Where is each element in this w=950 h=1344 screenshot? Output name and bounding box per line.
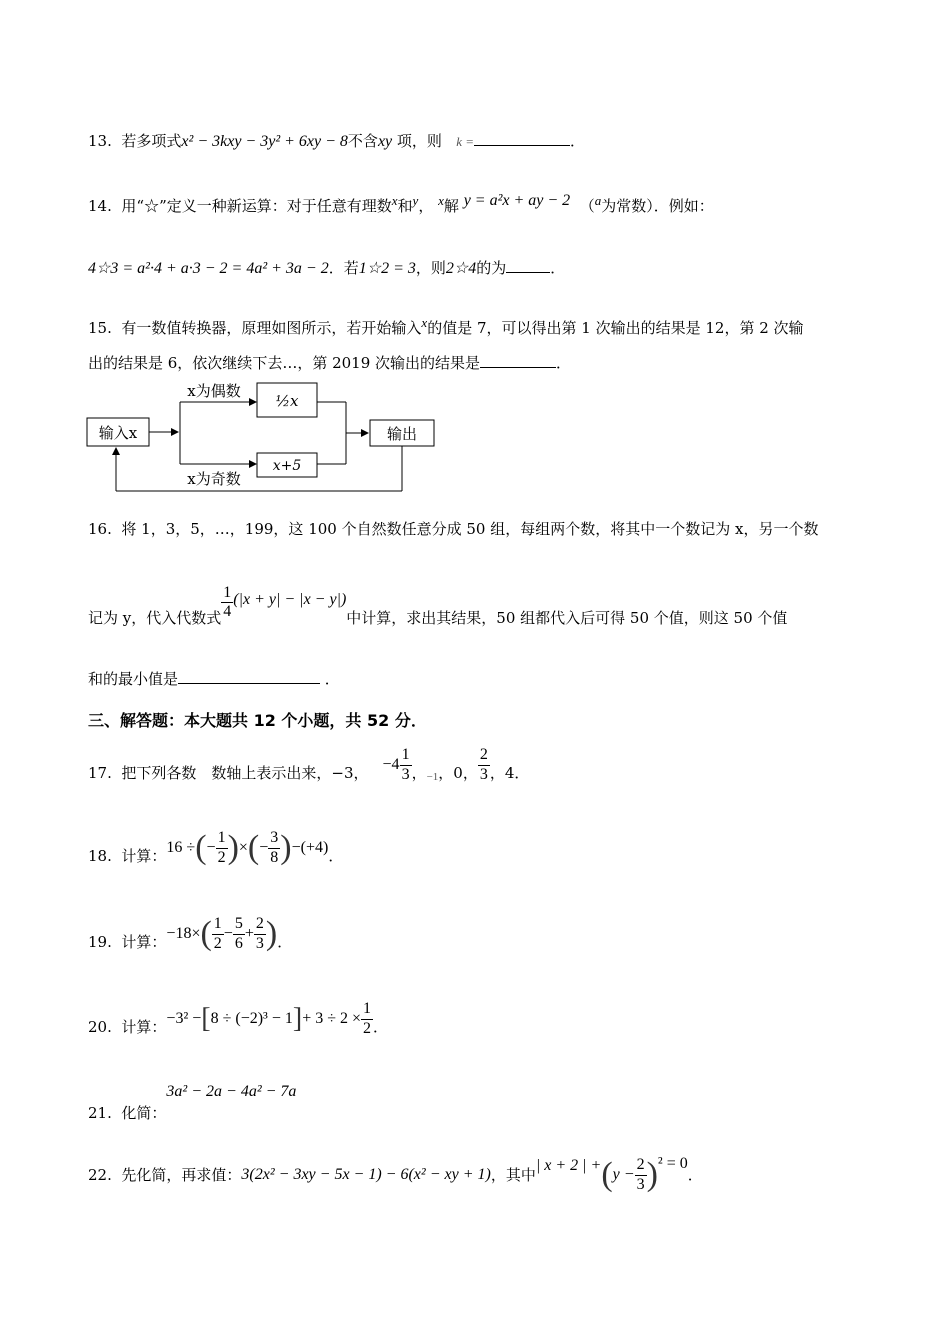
plus-label: x+5: [272, 458, 302, 474]
question-14: 14. 用“☆”定义一种新运算：对于任意有理数$^x$和$^y$， $^x$解 $^{y = a^2x + ay - 2}$ （$^a$为常数）．例如：: [88, 192, 714, 215]
question-15-line1: 15. 有一数值转换器，原理如图所示，若开始输入$^x$的值是 7，可以得出第 1 次输出的结果是 12，第 2 次输: [88, 315, 804, 337]
mixed-fraction: $\frac{1}{3}$: [401, 746, 410, 783]
fraction-two-thirds: $\frac{2}{3}$: [479, 746, 488, 783]
question-14-example: 4☆3 = a²·4 + a·3 − 2 = 4a² + 3a − 2．若1☆2 = 3，则2☆4的为 ．: [88, 259, 566, 277]
even-label: x为偶数: [187, 382, 241, 400]
question-19: 19. 计算： −18× ( $\frac{1}{2}$ − $\frac{5}{6}$ + $\frac{2}{3}$ ) ．: [88, 915, 293, 952]
question-16-line2: 记为 y，代入代数式 $\frac{1}{4}$ (|x + y| − |x − y|) 中计算，求出其结果，50 组都代入后可得 50 个值，则这 50 个值: [88, 584, 788, 627]
question-21: 21. 化简： 3a² − 2a − 4a² − 7a: [88, 1083, 297, 1122]
question-20: 20. 计算： −3² − [ 8 ÷ (−2)³ − 1 ] + 3 ÷ 2 × $\frac{1}{2}$ ．: [88, 1000, 389, 1037]
odd-label: x为奇数: [187, 470, 241, 488]
half-label: ½x: [275, 392, 299, 410]
number-converter-diagram: [84, 380, 444, 498]
answer-blank: [480, 367, 556, 368]
question-22: 22. 先化简，再求值： 3(2x² − 3xy − 5x − 1) − 6(x² − xy + 1) ，其中 | x + 2 | + ( y − $\frac{2}{3}$ ) ² = 0 ．: [88, 1155, 703, 1193]
fraction-quarter: $\frac{1}{4}$: [223, 584, 232, 621]
answer-blank: [506, 272, 550, 273]
output-label: 输出: [386, 425, 418, 443]
question-18: 18. 计算： 16 ÷ ( − $\frac{1}{2}$ ) × ( − $\frac{3}{8}$ ) − (+4) ．: [88, 829, 344, 866]
question-16-line3: 和的最小值是 ．: [88, 670, 340, 688]
question-15-line2: 出的结果是 6，依次继续下去…，第 2019 次输出的结果是 ．: [88, 354, 572, 372]
question-16-line1: 16. 将 1，3，5，…，199，这 100 个自然数任意分成 50 组，每组两个数，将其中一个数记为 x，另一个数: [88, 520, 819, 538]
answer-blank: [474, 145, 570, 146]
question-13: 13. 若多项式x² − 3kxy − 3y² + 6xy − 8不含xy 项，则 k = ．: [88, 132, 586, 150]
section-3-heading: 三、解答题：本大题共 12 个小题，共 52 分．: [88, 711, 427, 730]
input-label: 输入x: [98, 424, 138, 442]
answer-blank: [178, 683, 320, 684]
question-17: 17. 把下列各数 数轴上表示出来，−3， −4 $\frac{1}{3}$ ， −1 ，0， $\frac{2}{3}$ ，4．: [88, 746, 530, 783]
